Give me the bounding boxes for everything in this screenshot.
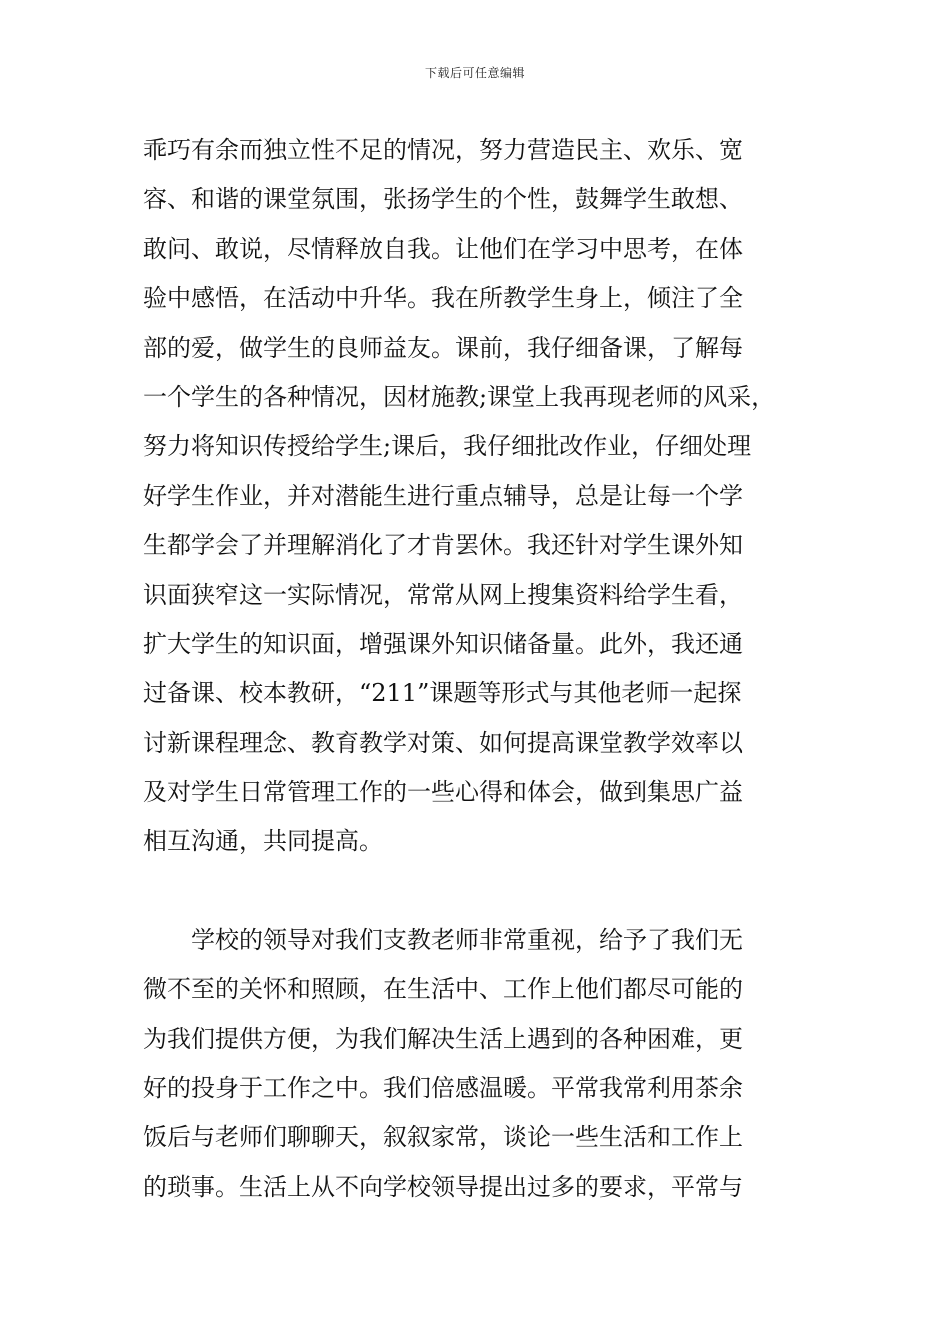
- text-line: 及对学生日常管理工作的一些心得和体会，做到集思广益: [143, 778, 743, 807]
- paragraph-2: [143, 916, 843, 1212]
- paragraph-spacer: [143, 867, 843, 916]
- paragraph-1: [143, 126, 843, 867]
- text-line: 饭后与老师们聊聊天，叙叙家常，谈论一些生活和工作上: [143, 1123, 743, 1152]
- text-line: 好学生作业，并对潜能生进行重点辅导，总是让每一个学: [143, 481, 743, 510]
- text-line: 生都学会了并理解消化了才肯罢休。我还针对学生课外知: [143, 531, 743, 560]
- text-line: 学校的领导对我们支教老师非常重视，给予了我们无: [191, 925, 743, 954]
- text-line: 敢问、敢说，尽情释放自我。让他们在学习中思考，在体: [143, 234, 743, 263]
- text-line: 努力将知识传授给学生;课后，我仔细批改作业，仔细处理: [143, 432, 752, 461]
- text-line: 微不至的关怀和照顾，在生活中、工作上他们都尽可能的: [143, 975, 743, 1004]
- text-line: 讨新课程理念、教育教学对策、如何提高课堂教学效率以: [143, 728, 743, 757]
- page-header: 下载后可任意编辑: [424, 66, 525, 80]
- text-line: 一个学生的各种情况，因材施教;课堂上我再现老师的风采，: [143, 382, 776, 411]
- text-line: 相互沟通，共同提高。: [143, 827, 383, 856]
- text-line: 的琐事。生活上从不向学校领导提出过多的要求，平常与: [143, 1172, 743, 1201]
- text-line: 容、和谐的课堂氛围，张扬学生的个性，鼓舞学生敢想、: [143, 185, 743, 214]
- text-line: 验中感悟，在活动中升华。我在所教学生身上，倾注了全: [143, 284, 743, 313]
- text-line: 扩大学生的知识面，增强课外知识储备量。此外，我还通: [143, 629, 743, 658]
- text-line: 好的投身于工作之中。我们倍感温暖。平常我常利用茶余: [143, 1074, 743, 1103]
- text-line: 乖巧有余而独立性不足的情况，努力营造民主、欢乐、宽: [143, 136, 743, 164]
- document-body: [143, 126, 843, 1212]
- text-line: 识面狭窄这一实际情况，常常从网上搜集资料给学生看，: [143, 580, 743, 609]
- text-line: 为我们提供方便，为我们解决生活上遇到的各种困难，更: [143, 1024, 743, 1053]
- text-line: 部的爱，做学生的良师益友。课前，我仔细备课，了解每: [143, 333, 743, 362]
- text-line: 过备课、校本教研，“211”课题等形式与其他老师一起探: [143, 679, 742, 708]
